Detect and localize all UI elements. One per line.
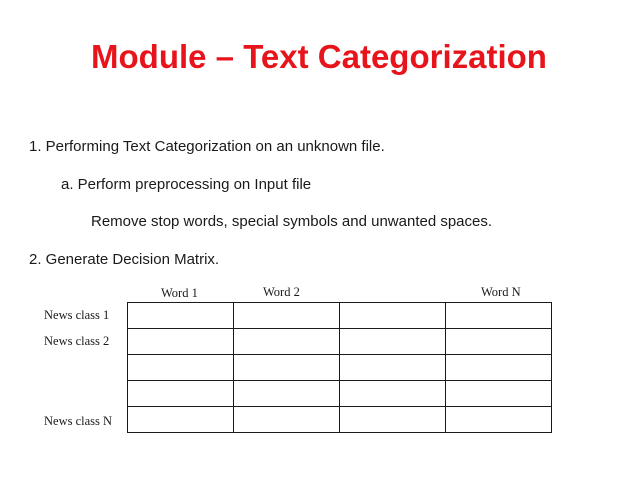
decision-matrix-table [127,302,552,433]
matrix-row [128,381,552,407]
step-1a-text: a. Perform preprocessing on Input file [61,176,312,193]
matrix-cell [446,303,552,329]
matrix-row [128,407,552,433]
matrix-cell [340,355,446,381]
matrix-cell [446,407,552,433]
matrix-cell [234,303,340,329]
step-2-text: 2. Generate Decision Matrix. [29,251,220,268]
matrix-cell [446,381,552,407]
matrix-cell [128,329,234,355]
matrix-cell [340,329,446,355]
column-header-word-n: Word N [481,285,521,299]
matrix-cell [340,381,446,407]
matrix-cell [446,355,552,381]
matrix-cell [234,407,340,433]
row-label-news-class-n: News class N [44,414,113,428]
matrix-cell [446,329,552,355]
matrix-row [128,303,552,329]
step-1-text: 1. Performing Text Categorization on an unknown file. [29,138,385,155]
matrix-cell [340,303,446,329]
matrix-cell [234,355,340,381]
row-label-news-class-1: News class 1 [44,308,110,322]
matrix-cell [128,381,234,407]
row-label-news-class-2: News class 2 [44,334,110,348]
slide-title: Module – Text Categorization [91,38,547,75]
step-1a-detail-text: Remove stop words, special symbols and unwanted spaces. [91,213,493,230]
column-header-word-1: Word 1 [161,286,198,300]
matrix-cell [128,407,234,433]
matrix-row [128,355,552,381]
matrix-cell [234,381,340,407]
matrix-row [128,329,552,355]
matrix-cell [128,303,234,329]
column-header-word-2: Word 2 [263,285,300,299]
matrix-cell [340,407,446,433]
decision-matrix-body [128,303,552,433]
matrix-cell [128,355,234,381]
matrix-cell [234,329,340,355]
